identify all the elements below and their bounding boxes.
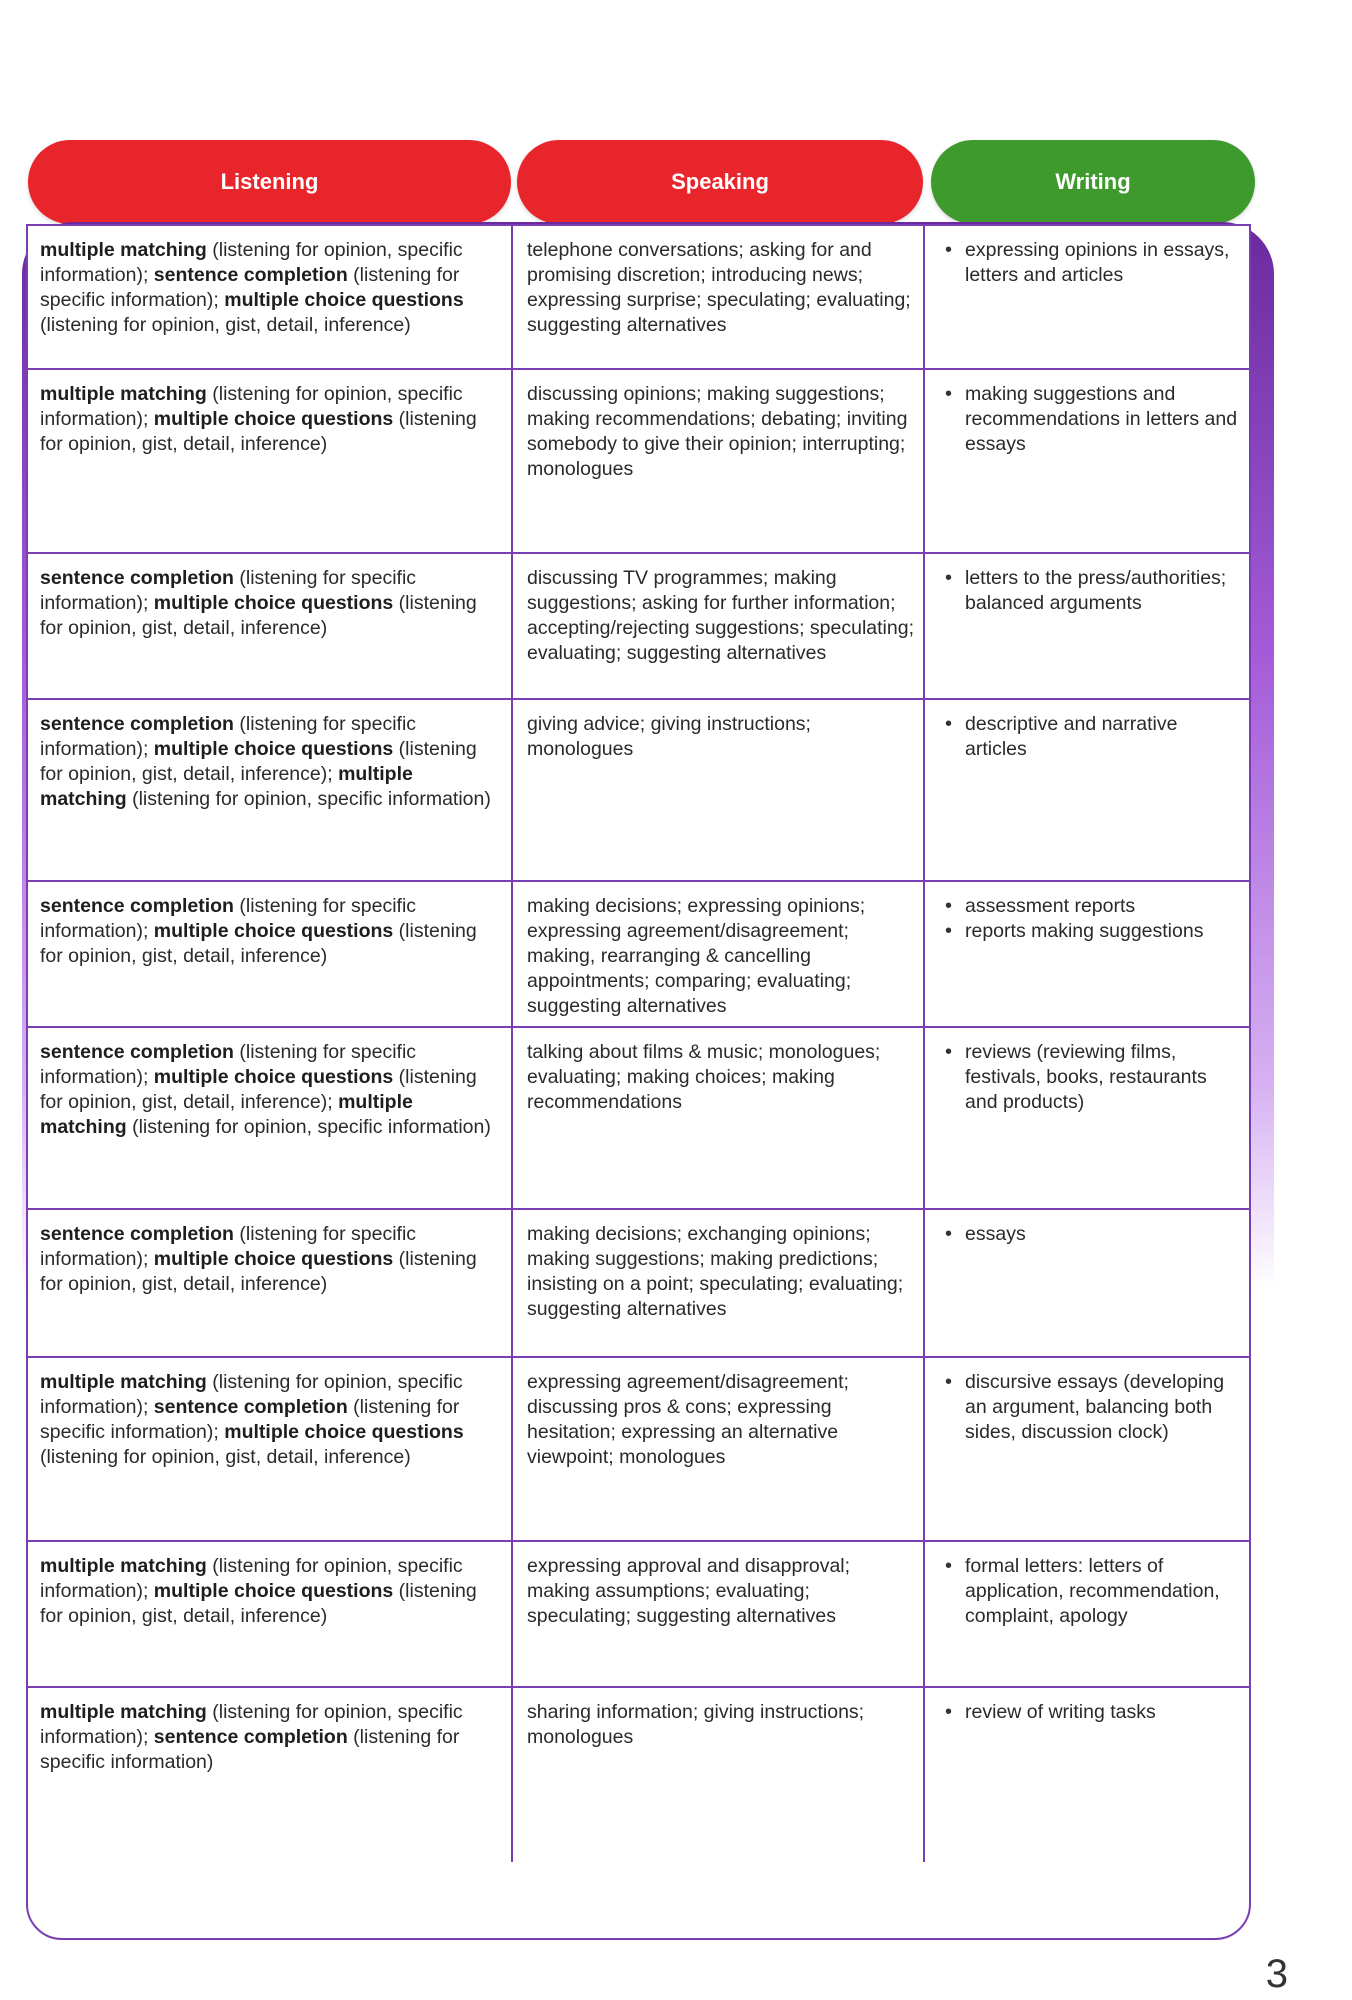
task-type: multiple choice questions — [153, 920, 394, 942]
page-number: 3 — [1265, 1952, 1288, 1996]
speaking-cell: making decisions; expressing opinions; expressing agreement/disagreement; making, rearranging & cancelling appointments; comparing; evaluating; suggesting alternatives — [513, 882, 925, 1026]
task-type: multiple choice questions — [153, 1066, 394, 1088]
task-description: (listening for opinion, specific information); — [40, 383, 463, 430]
task-description: (listening for specific information); — [40, 1396, 460, 1443]
listening-cell — [26, 700, 513, 880]
speaking-cell: expressing agreement/disagreement; discussing pros & cons; expressing hesitation; expressing an alternative viewpoint; monologues — [513, 1358, 925, 1540]
task-type: sentence completion — [40, 895, 234, 917]
writing-item: • discursive essays (developing an argument, balancing both sides, discussion clock) — [939, 1370, 1243, 1445]
task-description: (listening for opinion, specific information); — [40, 239, 463, 286]
task-type: sentence completion — [40, 567, 234, 589]
task-type: multiple matching — [40, 1371, 207, 1393]
task-description: (listening for specific information); — [40, 1223, 417, 1270]
task-description: (listening for opinion, gist, detail, inference) — [40, 1580, 477, 1627]
listening-cell — [26, 1028, 513, 1208]
table-row — [26, 368, 1251, 552]
task-description: (listening for opinion, specific information); — [40, 1555, 463, 1602]
task-type: multiple choice questions — [153, 738, 394, 760]
task-type: multiple matching — [40, 1701, 207, 1723]
task-type: sentence completion — [40, 1223, 234, 1245]
task-type: sentence completion — [40, 713, 234, 735]
writing-item: • descriptive and narrative articles — [939, 712, 1243, 762]
task-description: (listening for opinion, specific information) — [126, 1116, 491, 1138]
writing-item: • making suggestions and recommendations in letters and essays — [939, 382, 1243, 457]
listening-cell — [26, 882, 513, 1026]
task-type: multiple matching — [40, 1091, 413, 1138]
task-type: multiple matching — [40, 383, 207, 405]
writing-item: • formal letters: letters of application, recommendation, complaint, apology — [939, 1554, 1243, 1629]
task-type: multiple choice questions — [153, 408, 394, 430]
writing-cell — [925, 700, 1251, 880]
task-type: multiple choice questions — [153, 1248, 394, 1270]
speaking-cell: sharing information; giving instructions; monologues — [513, 1688, 925, 1862]
listening-cell — [26, 554, 513, 698]
speaking-cell: expressing approval and disapproval; making assumptions; evaluating; speculating; suggesting alternatives — [513, 1542, 925, 1686]
writing-cell — [925, 226, 1251, 368]
writing-cell — [925, 1542, 1251, 1686]
writing-item: • assessment reports — [939, 894, 1243, 919]
task-description: (listening for opinion, gist, detail, inference) — [40, 408, 477, 455]
task-description: (listening for opinion, specific information); — [40, 1371, 463, 1418]
table-row — [26, 552, 1251, 698]
task-type: multiple matching — [40, 1555, 207, 1577]
writing-item: • expressing opinions in essays, letters and articles — [939, 238, 1243, 288]
task-type: multiple matching — [40, 239, 207, 261]
task-description: (listening for opinion, gist, detail, inference); — [40, 738, 477, 785]
table-row — [26, 698, 1251, 880]
task-type: sentence completion — [153, 264, 348, 286]
task-description: (listening for opinion, gist, detail, inference) — [40, 592, 477, 639]
writing-header: Writing — [931, 140, 1255, 224]
writing-cell — [925, 1028, 1251, 1208]
table-row — [26, 1356, 1251, 1540]
table-row — [26, 226, 1251, 368]
table-row — [26, 1686, 1251, 1862]
task-description: (listening for specific information); — [40, 264, 460, 311]
speaking-cell: making decisions; exchanging opinions; making suggestions; making predictions; insisting on a point; speculating; evaluating; suggesting alternatives — [513, 1210, 925, 1356]
writing-cell — [925, 370, 1251, 552]
task-description: (listening for specific information); — [40, 567, 417, 614]
task-description: (listening for specific information) — [40, 1726, 460, 1773]
speaking-cell: giving advice; giving instructions; monologues — [513, 700, 925, 880]
writing-item: • letters to the press/authorities; balanced arguments — [939, 566, 1243, 616]
listening-cell — [26, 370, 513, 552]
table-row — [26, 1540, 1251, 1686]
task-type: sentence completion — [153, 1396, 348, 1418]
table-row — [26, 1026, 1251, 1208]
listening-cell — [26, 1688, 513, 1862]
task-type: multiple choice questions — [224, 289, 464, 311]
task-description: (listening for specific information); — [40, 895, 417, 942]
speaking-header: Speaking — [517, 140, 923, 224]
listening-cell — [26, 226, 513, 368]
task-type: multiple matching — [40, 763, 413, 810]
task-type: multiple choice questions — [153, 1580, 394, 1602]
speaking-cell: discussing TV programmes; making suggestions; asking for further information; accepting/rejecting suggestions; speculating; evaluating; suggesting alternatives — [513, 554, 925, 698]
writing-cell — [925, 1358, 1251, 1540]
task-description: (listening for opinion, specific information) — [126, 788, 491, 810]
task-description: (listening for opinion, gist, detail, inference); — [40, 1066, 477, 1113]
task-type: multiple choice questions — [224, 1421, 464, 1443]
task-type: multiple choice questions — [153, 592, 394, 614]
task-description: (listening for opinion, specific information); — [40, 1701, 463, 1748]
task-type: sentence completion — [40, 1041, 234, 1063]
speaking-cell: talking about films & music; monologues; evaluating; making choices; making recommendations — [513, 1028, 925, 1208]
writing-cell — [925, 1210, 1251, 1356]
listening-cell — [26, 1210, 513, 1356]
listening-cell — [26, 1358, 513, 1540]
writing-item: • review of writing tasks — [939, 1700, 1243, 1725]
writing-cell — [925, 554, 1251, 698]
writing-cell — [925, 1688, 1251, 1862]
task-description: (listening for opinion, gist, detail, inference) — [40, 1248, 477, 1295]
table-row — [26, 1208, 1251, 1356]
task-description: (listening for specific information); — [40, 713, 417, 760]
speaking-cell: telephone conversations; asking for and promising discretion; introducing news; expressing surprise; speculating; evaluating; suggesting alternatives — [513, 226, 925, 368]
writing-item: • reviews (reviewing films, festivals, books, restaurants and products) — [939, 1040, 1243, 1115]
writing-item: • essays — [939, 1222, 1243, 1247]
listening-cell — [26, 1542, 513, 1686]
task-description: (listening for opinion, gist, detail, inference) — [40, 314, 411, 336]
task-description: (listening for specific information); — [40, 1041, 417, 1088]
speaking-cell: discussing opinions; making suggestions; making recommendations; debating; inviting somebody to give their opinion; interrupting; monologues — [513, 370, 925, 552]
table-row — [26, 880, 1251, 1026]
task-description: (listening for opinion, gist, detail, inference) — [40, 1446, 411, 1468]
listening-header: Listening — [28, 140, 511, 224]
task-description: (listening for opinion, gist, detail, inference) — [40, 920, 477, 967]
writing-item: • reports making suggestions — [939, 919, 1243, 944]
writing-cell — [925, 882, 1251, 1026]
task-type: sentence completion — [153, 1726, 348, 1748]
